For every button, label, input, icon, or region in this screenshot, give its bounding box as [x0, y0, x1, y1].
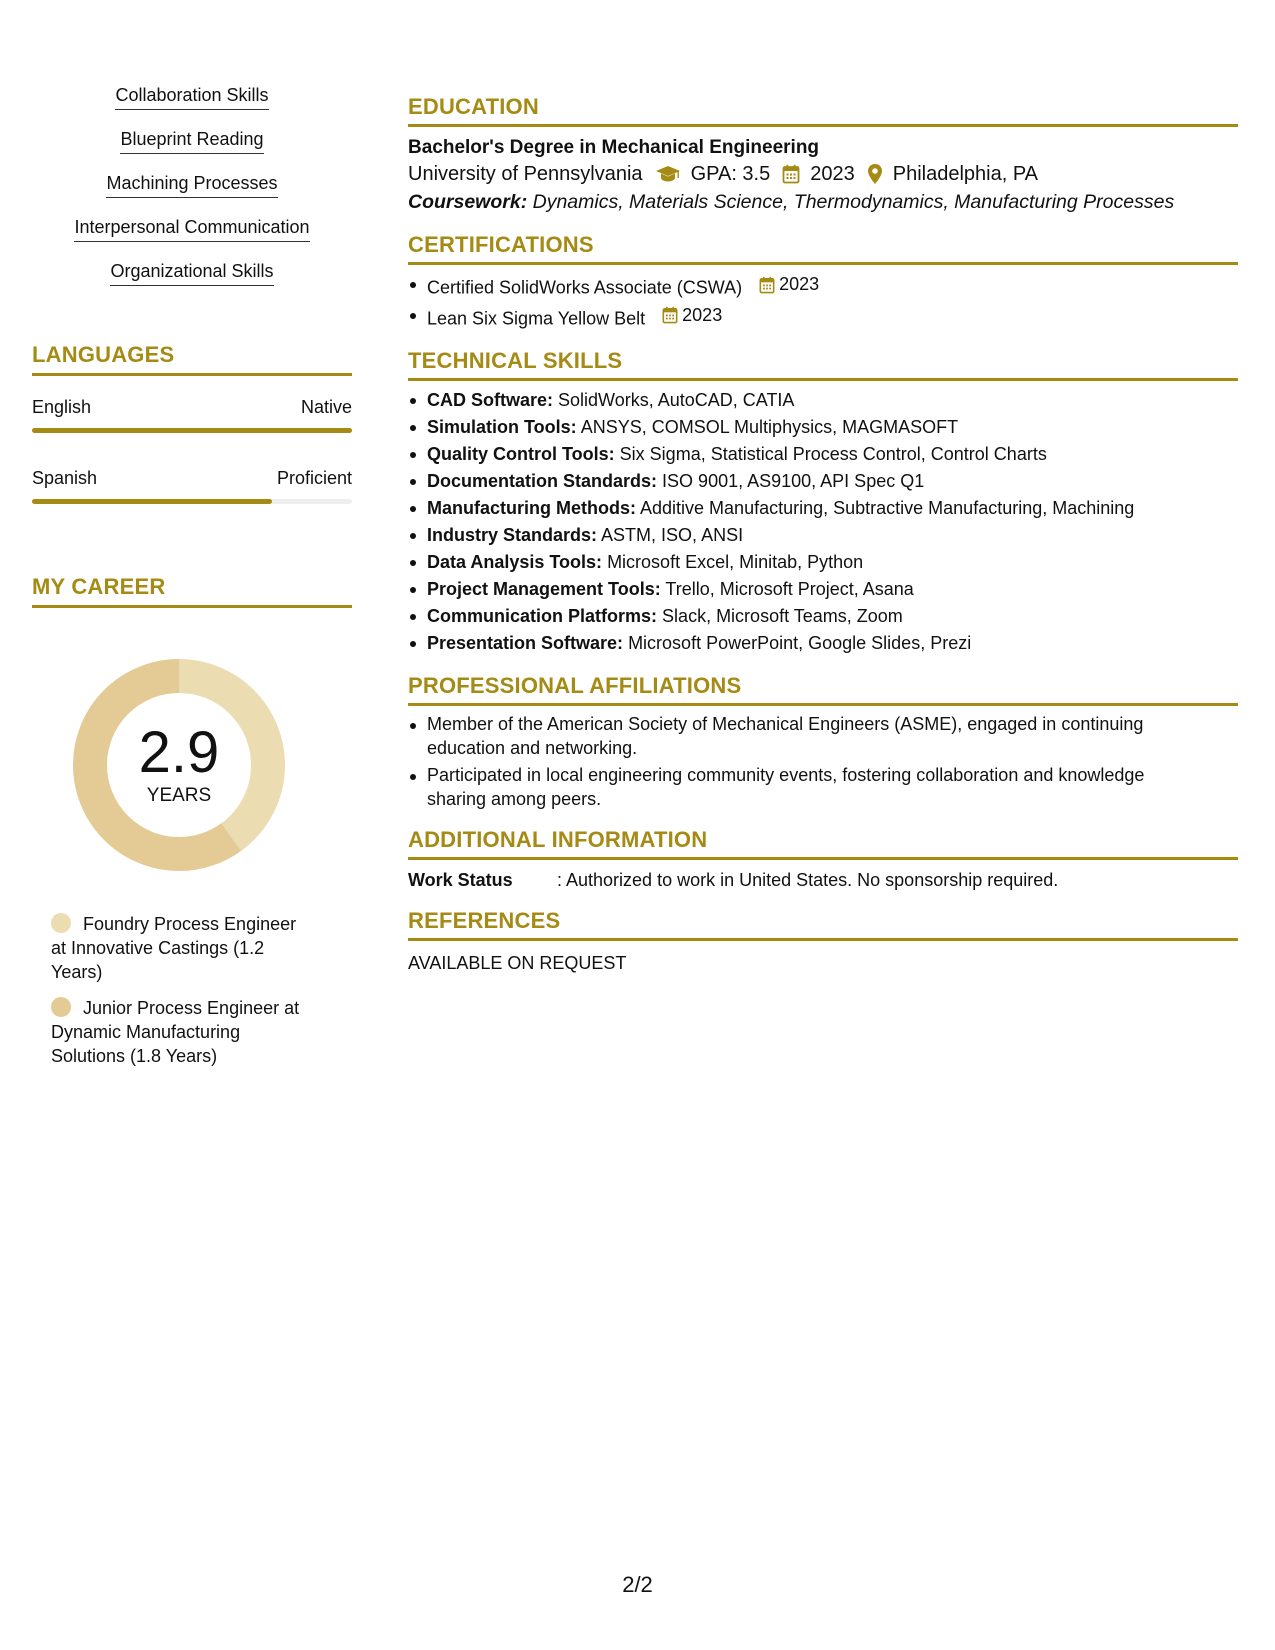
language-level: Native: [300, 397, 352, 417]
tech-skill-item: [408, 630, 1238, 657]
tech-skill-value: ISO 9001, AS9100, API Spec Q1: [662, 471, 925, 491]
language-name: English: [32, 397, 92, 417]
section-title: EDUCATION: [408, 94, 539, 119]
language-bar: [32, 428, 352, 433]
page-number: 2/2: [622, 1572, 653, 1597]
language-item: [32, 396, 352, 433]
coursework-label: Coursework:: [408, 191, 528, 213]
education-section: [408, 94, 1238, 216]
skill-item: Blueprint Reading: [120, 128, 263, 154]
graduation-year: 2023: [810, 163, 855, 185]
work-status-label: Work Status: [408, 870, 513, 890]
language-item: [32, 467, 352, 504]
references-section: [408, 908, 1238, 975]
language-bar-fill: [32, 499, 272, 504]
tech-skill-label: Data Analysis Tools:: [427, 552, 603, 572]
tech-skill-item: [408, 468, 1238, 495]
tech-skill-item: [408, 522, 1238, 549]
main-content: [408, 94, 1238, 991]
career-donut-chart: [66, 652, 292, 878]
section-divider: [408, 703, 1238, 706]
tech-skill-value: Microsoft PowerPoint, Google Slides, Prezi: [628, 633, 972, 653]
tech-skill-value: Six Sigma, Statistical Process Control, Control Charts: [619, 444, 1047, 464]
references-text: AVAILABLE ON REQUEST: [408, 953, 627, 973]
graduation-cap-icon: [655, 164, 681, 184]
tech-skill-label: Quality Control Tools:: [427, 444, 615, 464]
language-name: Spanish: [32, 468, 98, 488]
skill-item: Organizational Skills: [110, 260, 273, 286]
language-bar-fill: [32, 428, 352, 433]
certification-item: [408, 302, 1238, 333]
section-divider: [408, 938, 1238, 941]
skill-item: Interpersonal Communication: [74, 216, 309, 242]
tech-skill-label: Simulation Tools:: [427, 417, 577, 437]
certification-item: [408, 271, 1238, 302]
section-title: CERTIFICATIONS: [408, 232, 594, 257]
career-legend-item: [51, 996, 312, 1068]
section-title: ADDITIONAL INFORMATION: [408, 827, 708, 852]
degree-title: Bachelor's Degree in Mechanical Engineering: [408, 137, 820, 158]
career-section: [32, 574, 352, 1068]
sidebar: [32, 84, 352, 1080]
tech-skill-label: Communication Platforms:: [427, 606, 658, 626]
career-unit: YEARS: [146, 785, 212, 806]
tech-skill-label: Manufacturing Methods:: [427, 498, 636, 518]
affiliation-item: Participated in local engineering community events, fostering collaboration and knowledge sharing among peers.: [408, 763, 1188, 811]
school-location: Philadelphia, PA: [892, 163, 1039, 185]
affiliation-item: Member of the American Society of Mechanical Engineers (ASME), engaged in continuing education and networking.: [408, 712, 1188, 760]
tech-skill-item: [408, 414, 1238, 441]
tech-skill-item: [408, 441, 1238, 468]
tech-skill-value: ASTM, ISO, ANSI: [601, 525, 744, 545]
technical-skills-section: [408, 348, 1238, 657]
career-role-text: Junior Process Engineer at Dynamic Manufacturing Solutions (1.8 Years): [51, 998, 300, 1066]
gpa: GPA: 3.5: [690, 163, 771, 185]
tech-skill-label: CAD Software:: [427, 390, 554, 410]
career-total: 2.9: [138, 720, 220, 785]
work-status-row: [408, 868, 1238, 892]
tech-skill-label: Industry Standards:: [427, 525, 598, 545]
coursework-list: Dynamics, Materials Science, Thermodynamics, Manufacturing Processes: [532, 191, 1175, 213]
section-title: LANGUAGES: [32, 342, 175, 367]
certification-year: 2023: [779, 274, 820, 294]
calendar-icon: [662, 306, 678, 324]
career-role-text: Foundry Process Engineer at Innovative Castings (1.2 Years): [51, 914, 297, 982]
career-legend-item: [51, 912, 312, 984]
tech-skill-item: [408, 576, 1238, 603]
language-bar: [32, 499, 352, 504]
certification-year: 2023: [682, 304, 723, 325]
certification-name: Certified SolidWorks Associate (CSWA): [427, 277, 743, 298]
affiliations-section: [408, 673, 1238, 811]
map-pin-icon: [867, 163, 883, 185]
calendar-icon: [759, 276, 775, 294]
coursework: [408, 188, 1238, 216]
legend-dot: [51, 997, 71, 1017]
tech-skill-item: [408, 549, 1238, 576]
certification-name: Lean Six Sigma Yellow Belt: [427, 308, 646, 328]
language-level: Proficient: [276, 468, 352, 488]
work-status-value: : Authorized to work in United States. No sponsorship required.: [557, 870, 1059, 890]
section-divider: [32, 605, 352, 608]
tech-skill-value: Slack, Microsoft Teams, Zoom: [662, 606, 903, 626]
section-title: REFERENCES: [408, 908, 561, 933]
additional-info-section: [408, 827, 1238, 892]
tech-skill-item: [408, 387, 1238, 414]
tech-skill-value: Trello, Microsoft Project, Asana: [665, 579, 914, 599]
tech-skill-label: Presentation Software:: [427, 633, 624, 653]
skill-item: Collaboration Skills: [115, 84, 268, 110]
tech-skill-item: [408, 495, 1238, 522]
tech-skill-value: ANSYS, COMSOL Multiphysics, MAGMASOFT: [580, 417, 959, 437]
tech-skill-value: SolidWorks, AutoCAD, CATIA: [558, 390, 795, 410]
certifications-section: [408, 232, 1238, 332]
tech-skill-value: Microsoft Excel, Minitab, Python: [607, 552, 864, 572]
education-details: [408, 160, 1238, 188]
section-divider: [408, 857, 1238, 860]
section-divider: [408, 262, 1238, 265]
school-name: University of Pennsylvania: [408, 163, 643, 185]
languages-section: [32, 342, 352, 504]
tech-skill-item: [408, 603, 1238, 630]
section-divider: [408, 378, 1238, 381]
tech-skill-value: Additive Manufacturing, Subtractive Manufacturing, Machining: [640, 498, 1135, 518]
section-title: MY CAREER: [32, 574, 166, 599]
legend-dot: [51, 913, 71, 933]
skill-item: Machining Processes: [106, 172, 277, 198]
tech-skill-label: Documentation Standards:: [427, 471, 658, 491]
calendar-icon: [782, 164, 800, 184]
section-title: TECHNICAL SKILLS: [408, 348, 623, 373]
skills-list: [32, 84, 352, 304]
career-legend: [32, 912, 312, 1068]
tech-skill-label: Project Management Tools:: [427, 579, 661, 599]
section-title: PROFESSIONAL AFFILIATIONS: [408, 673, 742, 698]
section-divider: [408, 124, 1238, 127]
section-divider: [32, 373, 352, 376]
